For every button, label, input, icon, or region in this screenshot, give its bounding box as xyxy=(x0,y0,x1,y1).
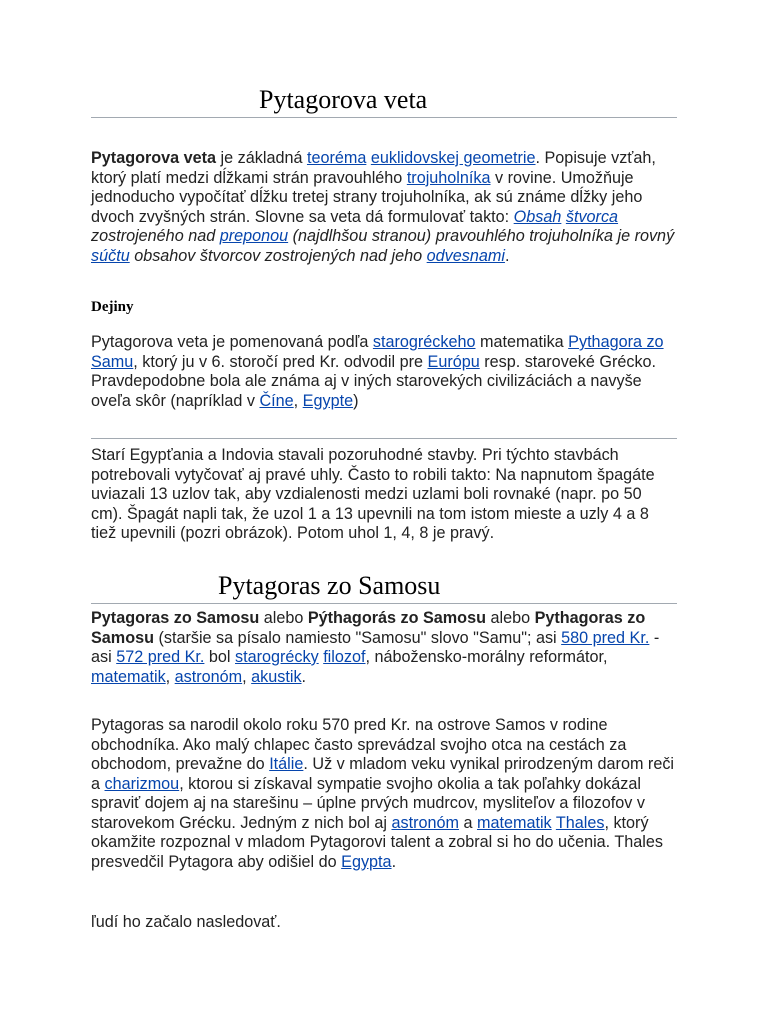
link-mathematician[interactable]: matematik xyxy=(91,667,166,686)
trailing-paragraph: ľudí ho začalo nasledovať. xyxy=(91,913,281,931)
link-astronomer-2[interactable]: astronóm xyxy=(391,813,459,832)
link-legs[interactable]: odvesnami xyxy=(426,246,505,265)
bold-term: Pytagorova veta xyxy=(91,149,217,167)
link-euclidean-geometry[interactable]: euklidovskej geometrie xyxy=(370,149,536,167)
link-triangle[interactable]: trojuholníka xyxy=(406,168,491,187)
link-china[interactable]: Číne xyxy=(259,391,294,410)
link-580-bc[interactable]: 580 pred Kr. xyxy=(561,628,650,647)
link-charisma[interactable]: charizmou xyxy=(104,774,180,793)
pythagoras-intro-paragraph: Pytagoras zo Samosu alebo Pýthagorás zo Samosu alebo Pythagoras zo Samosu (staršie sa písalo namiesto "Samosu" slovo "Samu"; asi 580 pred Kr. - asi 572 pred Kr. bol starogrécky filozof, nábožensko-morálny reformátor, matematik, astronóm, akustik. xyxy=(91,609,660,686)
link-thales[interactable]: Thales xyxy=(555,813,605,832)
egypt-paragraph: Starí Egypťania a Indovia stavali pozoruhodné stavby. Pri týchto stavbách potrebovali vytyčovať aj pravé uhly. Často to robili takto: Na napnutom špagáte uviazali 13 uzlov tak, aby vzdialenosti medzi uzlami boli rovnaké (napr. po 50 cm). Špagát napli tak, že uzol 1 a 13 upevnili na tom istom mieste a uzly 4 a 8 tiež upevnili (pozri obrázok). Potom uhol 1, 4, 8 je pravý. xyxy=(91,446,655,542)
link-hypotenuse[interactable]: preponou xyxy=(219,227,289,245)
theorem-statement: Obsah štvorca zostrojeného nad preponou (najdlhšou stranou) pravouhlého trojuholníka je rovný súčtu obsahov štvorcov zostrojených nad jeho odvesnami xyxy=(91,207,675,265)
section-title-pythagoras-of-samos: Pytagoras zo Samosu xyxy=(91,570,677,604)
link-teorema[interactable]: teoréma xyxy=(306,149,367,167)
link-astronomer[interactable]: astronóm xyxy=(174,667,243,686)
history-heading: Dejiny xyxy=(91,299,134,315)
biography-paragraph: Pytagoras sa narodil okolo roku 570 pred Kr. na ostrove Samos v rodine obchodníka. Ako malý chlapec často sprevádzal svojho otca na cestách za obchodom, prevažne do Itálie. Už v mladom veku vynikal prirodzeným darom reči a charizmou, ktorou si získaval sympatie svojho okolia a tak poľahky dokázal spraviť dojem aj na starešinu – úplne prvých mudrcov, mysliteľov a filozofov v starovekom Grécku. Jedným z nich bol aj astronóm a matematik Thales, ktorý okamžite rozpoznal v mladom Pytagorovi talent a zobral si ho do učenia. Thales presvedčil Pytagora aby odišiel do Egypta. xyxy=(91,716,675,871)
link-area[interactable]: Obsah xyxy=(513,207,562,226)
link-europe[interactable]: Európu xyxy=(427,352,480,371)
link-ancient-greek[interactable]: starogréckeho xyxy=(372,333,476,351)
link-acoustician[interactable]: akustik xyxy=(251,667,302,686)
link-572-bc[interactable]: 572 pred Kr. xyxy=(116,648,205,666)
link-egypt-2[interactable]: Egypta xyxy=(341,852,392,871)
link-ancient-greek-adj[interactable]: starogrécky xyxy=(235,648,319,666)
link-italy[interactable]: Itálie xyxy=(269,755,304,773)
divider xyxy=(91,438,677,439)
link-philosopher[interactable]: filozof xyxy=(323,648,366,666)
link-mathematician-2[interactable]: matematik xyxy=(476,813,552,832)
history-paragraph: Pytagorova veta je pomenovaná podľa starogréckeho matematika Pythagora zo Samu, ktorý ju v 6. storočí pred Kr. odvodil pre Európu resp. staroveké Grécko. Pravdepodobne bola ale známa aj v iných starovekých civilizáciách a navyše oveľa skôr (napríklad v Číne, Egypte) xyxy=(91,333,664,410)
intro-paragraph: Pytagorova veta je základná teoréma euklidovskej geometrie. Popisuje vzťah, ktorý platí medzi dĺžkami strán pravouhlého trojuholníka v rovine. Umožňuje jednoducho vypočítať dĺžku tretej strany trojuholníka, ak sú známe dĺžky jeho dvoch zvyšných strán. Slovne sa veta dá formulovať takto: Obsah štvorca zostrojeného nad preponou (najdlhšou stranou) pravouhlého trojuholníka je rovný súčtu obsahov štvorcov zostrojených nad jeho odvesnami. xyxy=(91,149,675,265)
section-title-pythagorean-theorem: Pytagorova veta xyxy=(91,84,677,118)
link-egypt[interactable]: Egypte xyxy=(302,391,354,410)
link-square[interactable]: štvorca xyxy=(565,207,619,226)
link-sum[interactable]: súčtu xyxy=(91,246,130,265)
link-pythagoras-of-samos[interactable]: Pythagora zo Samu xyxy=(91,333,664,371)
